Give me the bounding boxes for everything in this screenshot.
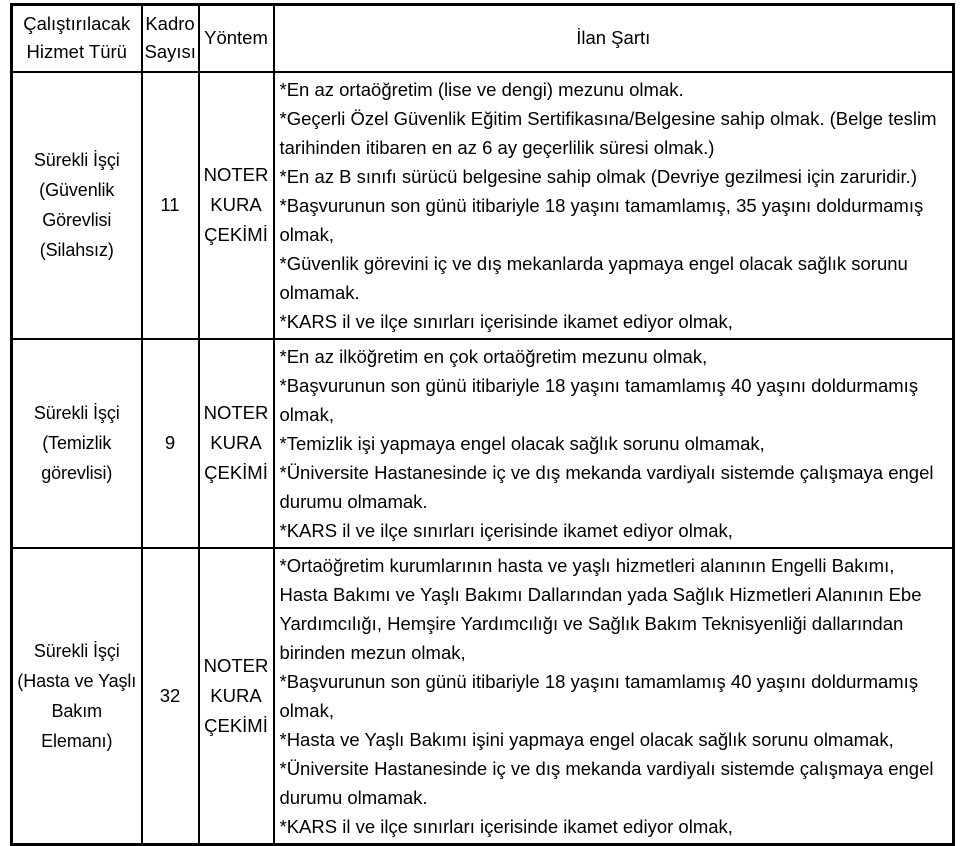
table-row-patient-care (12, 548, 954, 845)
condition-item: *Başvurunun son günü itibariyle 18 yaşını tamamlamış, 35 yaşını doldurmamış olmak, (279, 194, 924, 245)
condition-item: *Temizlik işi yapmaya engel olacak sağlık sorunu olmamak, (279, 432, 765, 454)
cell-quota: 11 (142, 72, 199, 339)
condition-item: *Güvenlik görevini iç ve dış mekanlarda yapmaya engel olacak sağlık sorunu olmamak. (279, 252, 908, 303)
job-announcement-table (10, 3, 955, 846)
table-header-row (12, 5, 954, 72)
cell-quota: 9 (142, 339, 199, 548)
header-conditions: İlan Şartı (274, 5, 954, 72)
condition-item: *En az B sınıfı sürücü belgesine sahip olmak (Devriye gezilmesi için zaruridir.) (279, 165, 917, 187)
condition-item: *KARS il ve ilçe sınırları içerisinde ikamet ediyor olmak, (279, 815, 733, 837)
cell-method: NOTER KURA ÇEKİMİ (199, 72, 274, 339)
condition-item: *Geçerli Özel Güvenlik Eğitim Sertifikasına/Belgesine sahip olmak. (Belge teslim tarihinden itibaren en az 6 ay geçerlilik süresi olmak.) (279, 107, 937, 158)
header-service-type: Çalıştırılacak Hizmet Türü (12, 5, 142, 72)
table-row-cleaning-staff (12, 339, 954, 548)
table-row-security-guard (12, 72, 954, 339)
cell-service-type: Sürekli İşçi (Güvenlik Görevlisi (Silahsız) (12, 72, 142, 339)
cell-method: NOTER KURA ÇEKİMİ (199, 339, 274, 548)
cell-quota: 32 (142, 548, 199, 845)
condition-item: *Üniversite Hastanesinde iç ve dış mekanda vardiyalı sistemde çalışmaya engel durumu olmamak. (279, 461, 934, 512)
cell-conditions (274, 72, 954, 339)
condition-item: *En az ortaöğretim (lise ve dengi) mezunu olmak. (279, 78, 684, 100)
header-quota: Kadro Sayısı (142, 5, 199, 72)
cell-conditions (274, 548, 954, 845)
condition-item: *Başvurunun son günü itibariyle 18 yaşını tamamlamış 40 yaşını doldurmamış olmak, (279, 374, 919, 425)
condition-item: *En az ilköğretim en çok ortaöğretim mezunu olmak, (279, 345, 708, 367)
header-method: Yöntem (199, 5, 274, 72)
cell-service-type: Sürekli İşçi (Hasta ve Yaşlı Bakım Elemanı) (12, 548, 142, 845)
cell-service-type: Sürekli İşçi (Temizlik görevlisi) (12, 339, 142, 548)
condition-item: *Hasta ve Yaşlı Bakımı işini yapmaya engel olacak sağlık sorunu olmamak, (279, 728, 894, 750)
condition-item: *KARS il ve ilçe sınırları içerisinde ikamet ediyor olmak, (279, 519, 733, 541)
cell-method: NOTER KURA ÇEKİMİ (199, 548, 274, 845)
condition-item: *Ortaöğretim kurumlarının hasta ve yaşlı hizmetleri alanının Engelli Bakımı, Hasta Bakımı ve Yaşlı Bakımı Dallarından yada Sağlık Hizmetleri Alanının Ebe Yardımcılığı, Hemşire Yardımcılığı ve Sağlık Bakım Teknisyenliği dallarından birinden mezun olmak, (279, 554, 922, 663)
cell-conditions (274, 339, 954, 548)
condition-item: *Üniversite Hastanesinde iç ve dış mekanda vardiyalı sistemde çalışmaya engel durumu olmamak. (279, 757, 934, 808)
condition-item: *KARS il ve ilçe sınırları içerisinde ikamet ediyor olmak, (279, 310, 733, 332)
condition-item: *Başvurunun son günü itibariyle 18 yaşını tamamlamış 40 yaşını doldurmamış olmak, (279, 670, 919, 721)
